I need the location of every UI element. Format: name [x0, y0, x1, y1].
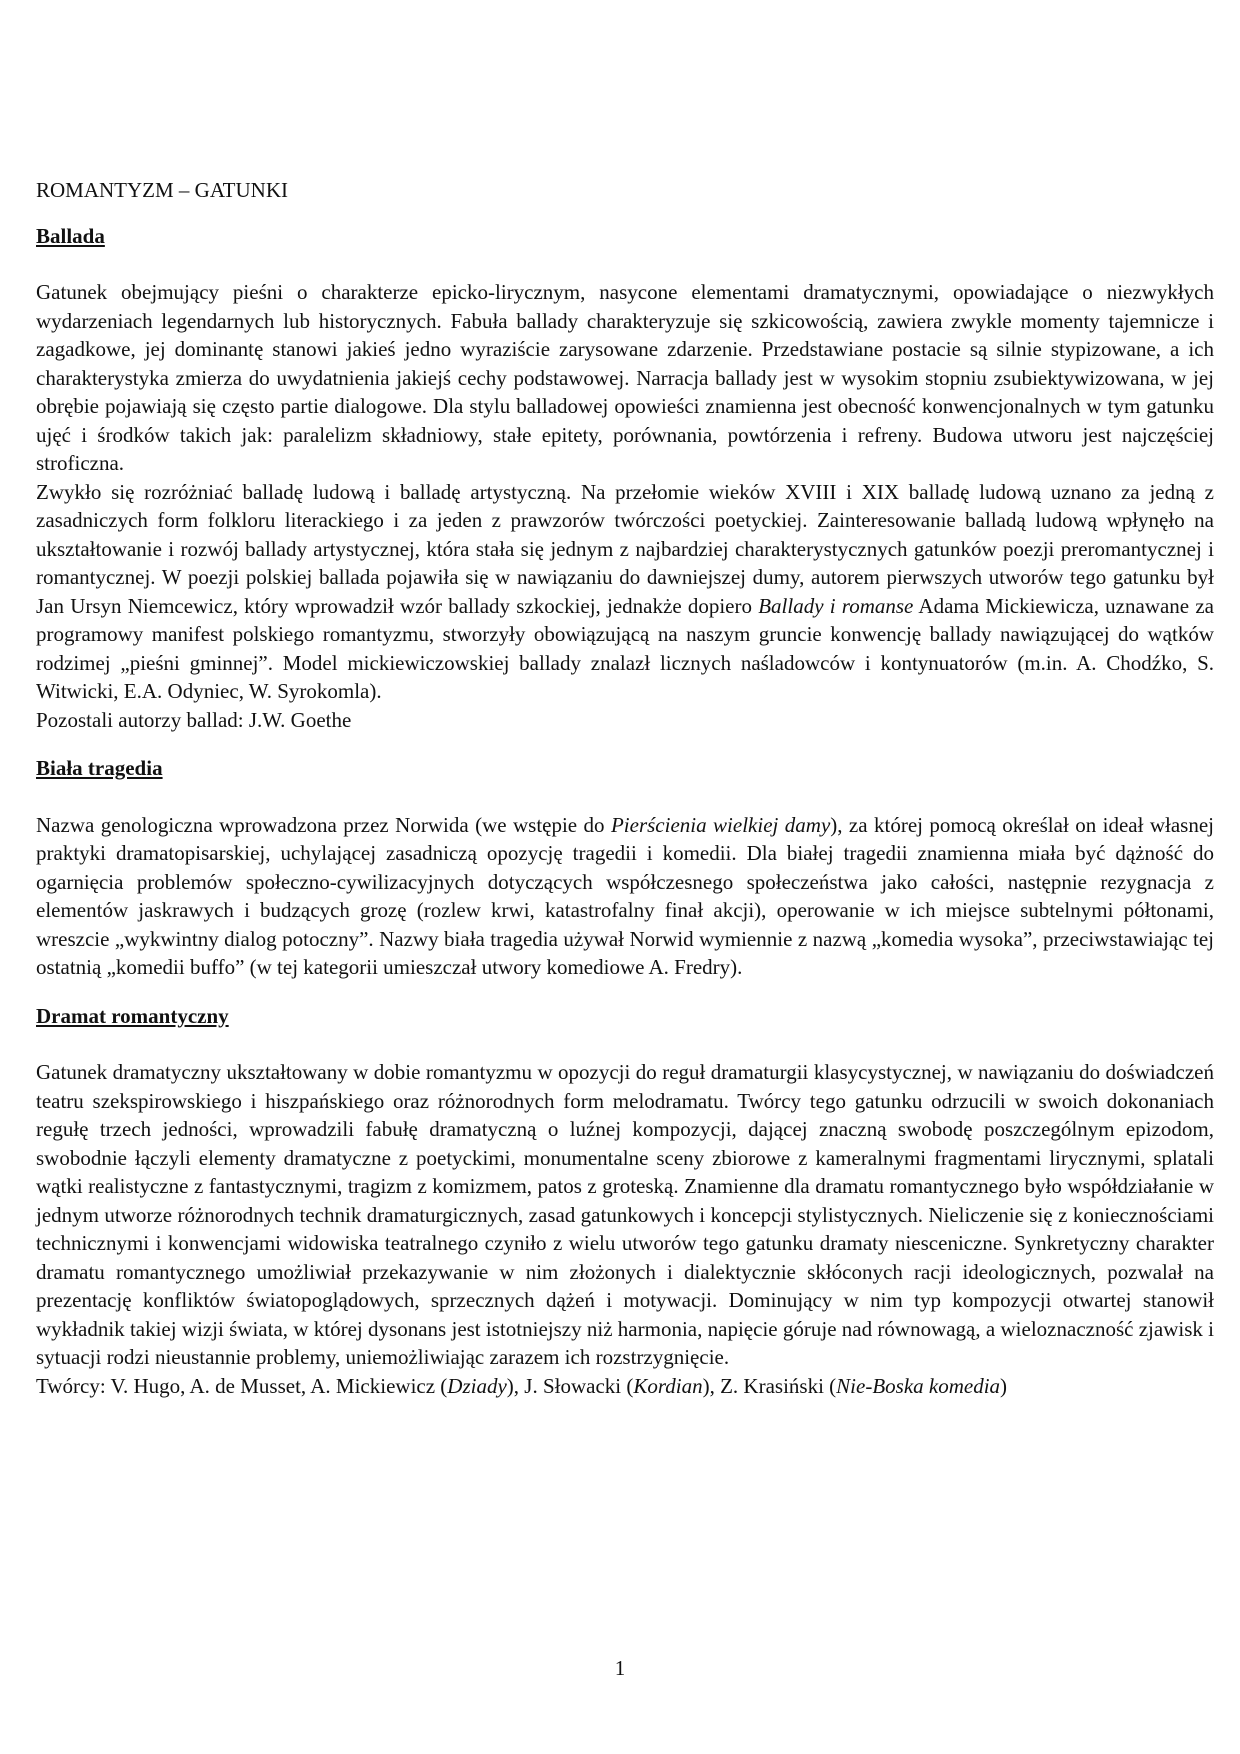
dramat-work-dziady: Dziady — [447, 1373, 507, 1398]
dramat-paragraph-1: Gatunek dramatyczny ukształtowany w dobie romantyzmu w opozycji do reguł dramaturgii klasycystycznej, w nawiązaniu do doświadczeń teatru szekspirowskiego i hiszpańskiego oraz różnorodnych form melodramatu. Twórcy tego gatunku odrzucili w swoich dokonaniach regułę trzech jedności, wprowadzili fabułę dramatyczną o luźnej kompozycji, dającej znaczną swobodę poszczególnym epizodom, swobodnie łączyli elementy dramatyczne z poetyckimi, monumentalne sceny zbiorowe z kameralnymi fragmentami lirycznymi, splatali wątki realistyczne z fantastycznymi, tragizm z komizmem, patos z groteską. Znamienne dla dramatu romantycznego było współdziałanie w jednym utworze różnorodnych technik dramaturgicznych, zasad gatunkowych i koncepcji stylistycznych. Nieliczenie się z koniecznościami technicznymi i konwencjami widowiska teatralnego czyniło z wielu utworów tego gatunku dramaty niesceniczne. Synkretyczny charakter dramatu romantycznego umożliwiał przekazywanie w nim złożonych i dialektycznie skłóconych racji ideologicznych, pozwalał na prezentację konfliktów światopoglądowych, sprzecznych dążeń i motywacji. Dominujący w nim typ kompozycji otwartej stanowił wykładnik takiej wizji świata, w której dysonans jest istotniejszy niż harmonia, napięcie góruje nad równowagą, a wieloznaczność zjawisk i sytuacji rodzi nieustannie problemy, uniemożliwiając zarazem ich rozstrzygnięcie. — [36, 1060, 1214, 1369]
page-number: 1 — [614, 1656, 626, 1680]
document-body — [36, 176, 1214, 1400]
ballada-p2-text-a: Zwykło się rozróżniać balladę ludową i balladę artystyczną. Na przełomie wieków XVIII i XIX balladę ludową uznano za jedną z zasadniczych form folkloru literackiego i za jeden z prawzorów twórczości poetyckiej. Zainteresowanie balladą ludową wpłynęło na ukształtowanie i rozwój ballady artystycznej, która stała się jednym z najbardziej charakterystycznych gatunków poezji preromantycznej i romantycznej. W poezji polskiej ballada pojawiła się w nawiązaniu do dawniejszej dumy, autorem pierwszych utworów tego gatunku był Jan Ursyn Niemcewicz, który wprowadził wzór ballady szkockiej, jednakże dopiero — [36, 479, 1214, 618]
dramat-work-nie-boska-komedia: Nie-Boska komedia — [836, 1373, 1001, 1398]
biala-p1-italic-title: Pierścienia wielkiej damy — [610, 812, 831, 837]
dramat-authors-text-b: ), J. Słowacki ( — [506, 1373, 634, 1398]
ballada-paragraph-1: Gatunek obejmujący pieśni o charakterze epicko-lirycznym, nasycone elementami dramatycznymi, opowiadające o niezwykłych wydarzeniach legendarnych lub historycznych. Fabuła ballady charakteryzuje się szkicowością, zawiera zwykle momenty tajemnicze i zagadkowe, jej dominantę stanowi jakieś jedno wyraziście zarysowane zdarzenie. Przedstawiane postacie są silnie stypizowane, a ich charakterystyka zmierza do uwydatnienia jakiejś cechy podstawowej. Narracja ballady jest w wysokim stopniu zsubiektywizowana, w jej obrębie pojawiają się często partie dialogowe. Dla stylu balladowej opowieści znamienna jest obecność konwencjonalnych w tym gatunku ujęć i środków takich jak: paralelizm składniowy, stałe epitety, porównania, powtórzenia i refreny. Budowa utworu jest najczęściej stroficzna. — [36, 280, 1214, 475]
ballada-paragraph-3: Pozostali autorzy ballad: J.W. Goethe — [36, 707, 352, 732]
spacer — [36, 783, 1214, 811]
biala-p1-text-b: ), za której pomocą określał on ideał własnej praktyki dramatopisarskiej, uchylającej zasadniczą opozycję tragedii i komedii. Dla białej tragedii znamienna miała być dążność do ogarnięcia problemów społeczno-cywilizacyjnych dotyczących współczesnego społeczeństwa jako całości, następnie rezygnacja z elementów jaskrawych i budzących grozę (rozlew krwi, katastrofalny finał akcji), operowanie w ich miejsce subtelnymi półtonami, wreszcie „wykwintny dialog potoczny”. Nazwy biała tragedia używał Norwid wymiennie z nazwą „komedia wysoka”, przeciwstawiając tej ostatnią „komedii buffo” (w tej kategorii umieszczał utwory komediowe A. Fredry). — [36, 812, 1214, 979]
biala-tragedia-paragraph-1 — [36, 811, 1214, 982]
dramat-authors-text-c: ), Z. Krasiński ( — [702, 1373, 837, 1398]
section-heading-dramat-romantyczny: Dramat romantyczny — [36, 1003, 229, 1028]
document-title: ROMANTYZM – GATUNKI — [36, 178, 288, 202]
dramat-authors-line — [36, 1372, 1214, 1401]
ballada-paragraph-2 — [36, 478, 1214, 706]
ballada-p2-text-b: Adama Mickiewicza, uznawane za programowy manifest polskiego romantyzmu, stworzyły obowiązującą na naszym gruncie konwencję ballady nawiązującej do wątków rodzimej „pieśni gminnej”. Model mickiewiczowskiej ballady znalazł licznych naśladowców i kontynuatorów (m.in. A. Chodźko, S. Witwicki, E.A. Odyniec, W. Syrokomla). — [36, 593, 1214, 703]
section-heading-biala-tragedia: Biała tragedia — [36, 756, 163, 780]
dramat-authors-text-a: Twórcy: V. Hugo, A. de Musset, A. Mickiewicz ( — [36, 1373, 448, 1398]
biala-p1-text-a: Nazwa genologiczna wprowadzona przez Norwida (we wstępie do — [36, 812, 611, 837]
ballada-p2-italic-title: Ballady i romanse — [758, 593, 914, 618]
spacer — [36, 250, 1214, 278]
section-heading-ballada: Ballada — [36, 223, 105, 248]
dramat-authors-text-d: ) — [1000, 1373, 1008, 1398]
spacer — [36, 1030, 1214, 1058]
dramat-work-kordian: Kordian — [633, 1373, 703, 1398]
spacer — [36, 734, 1214, 754]
spacer — [36, 982, 1214, 1002]
